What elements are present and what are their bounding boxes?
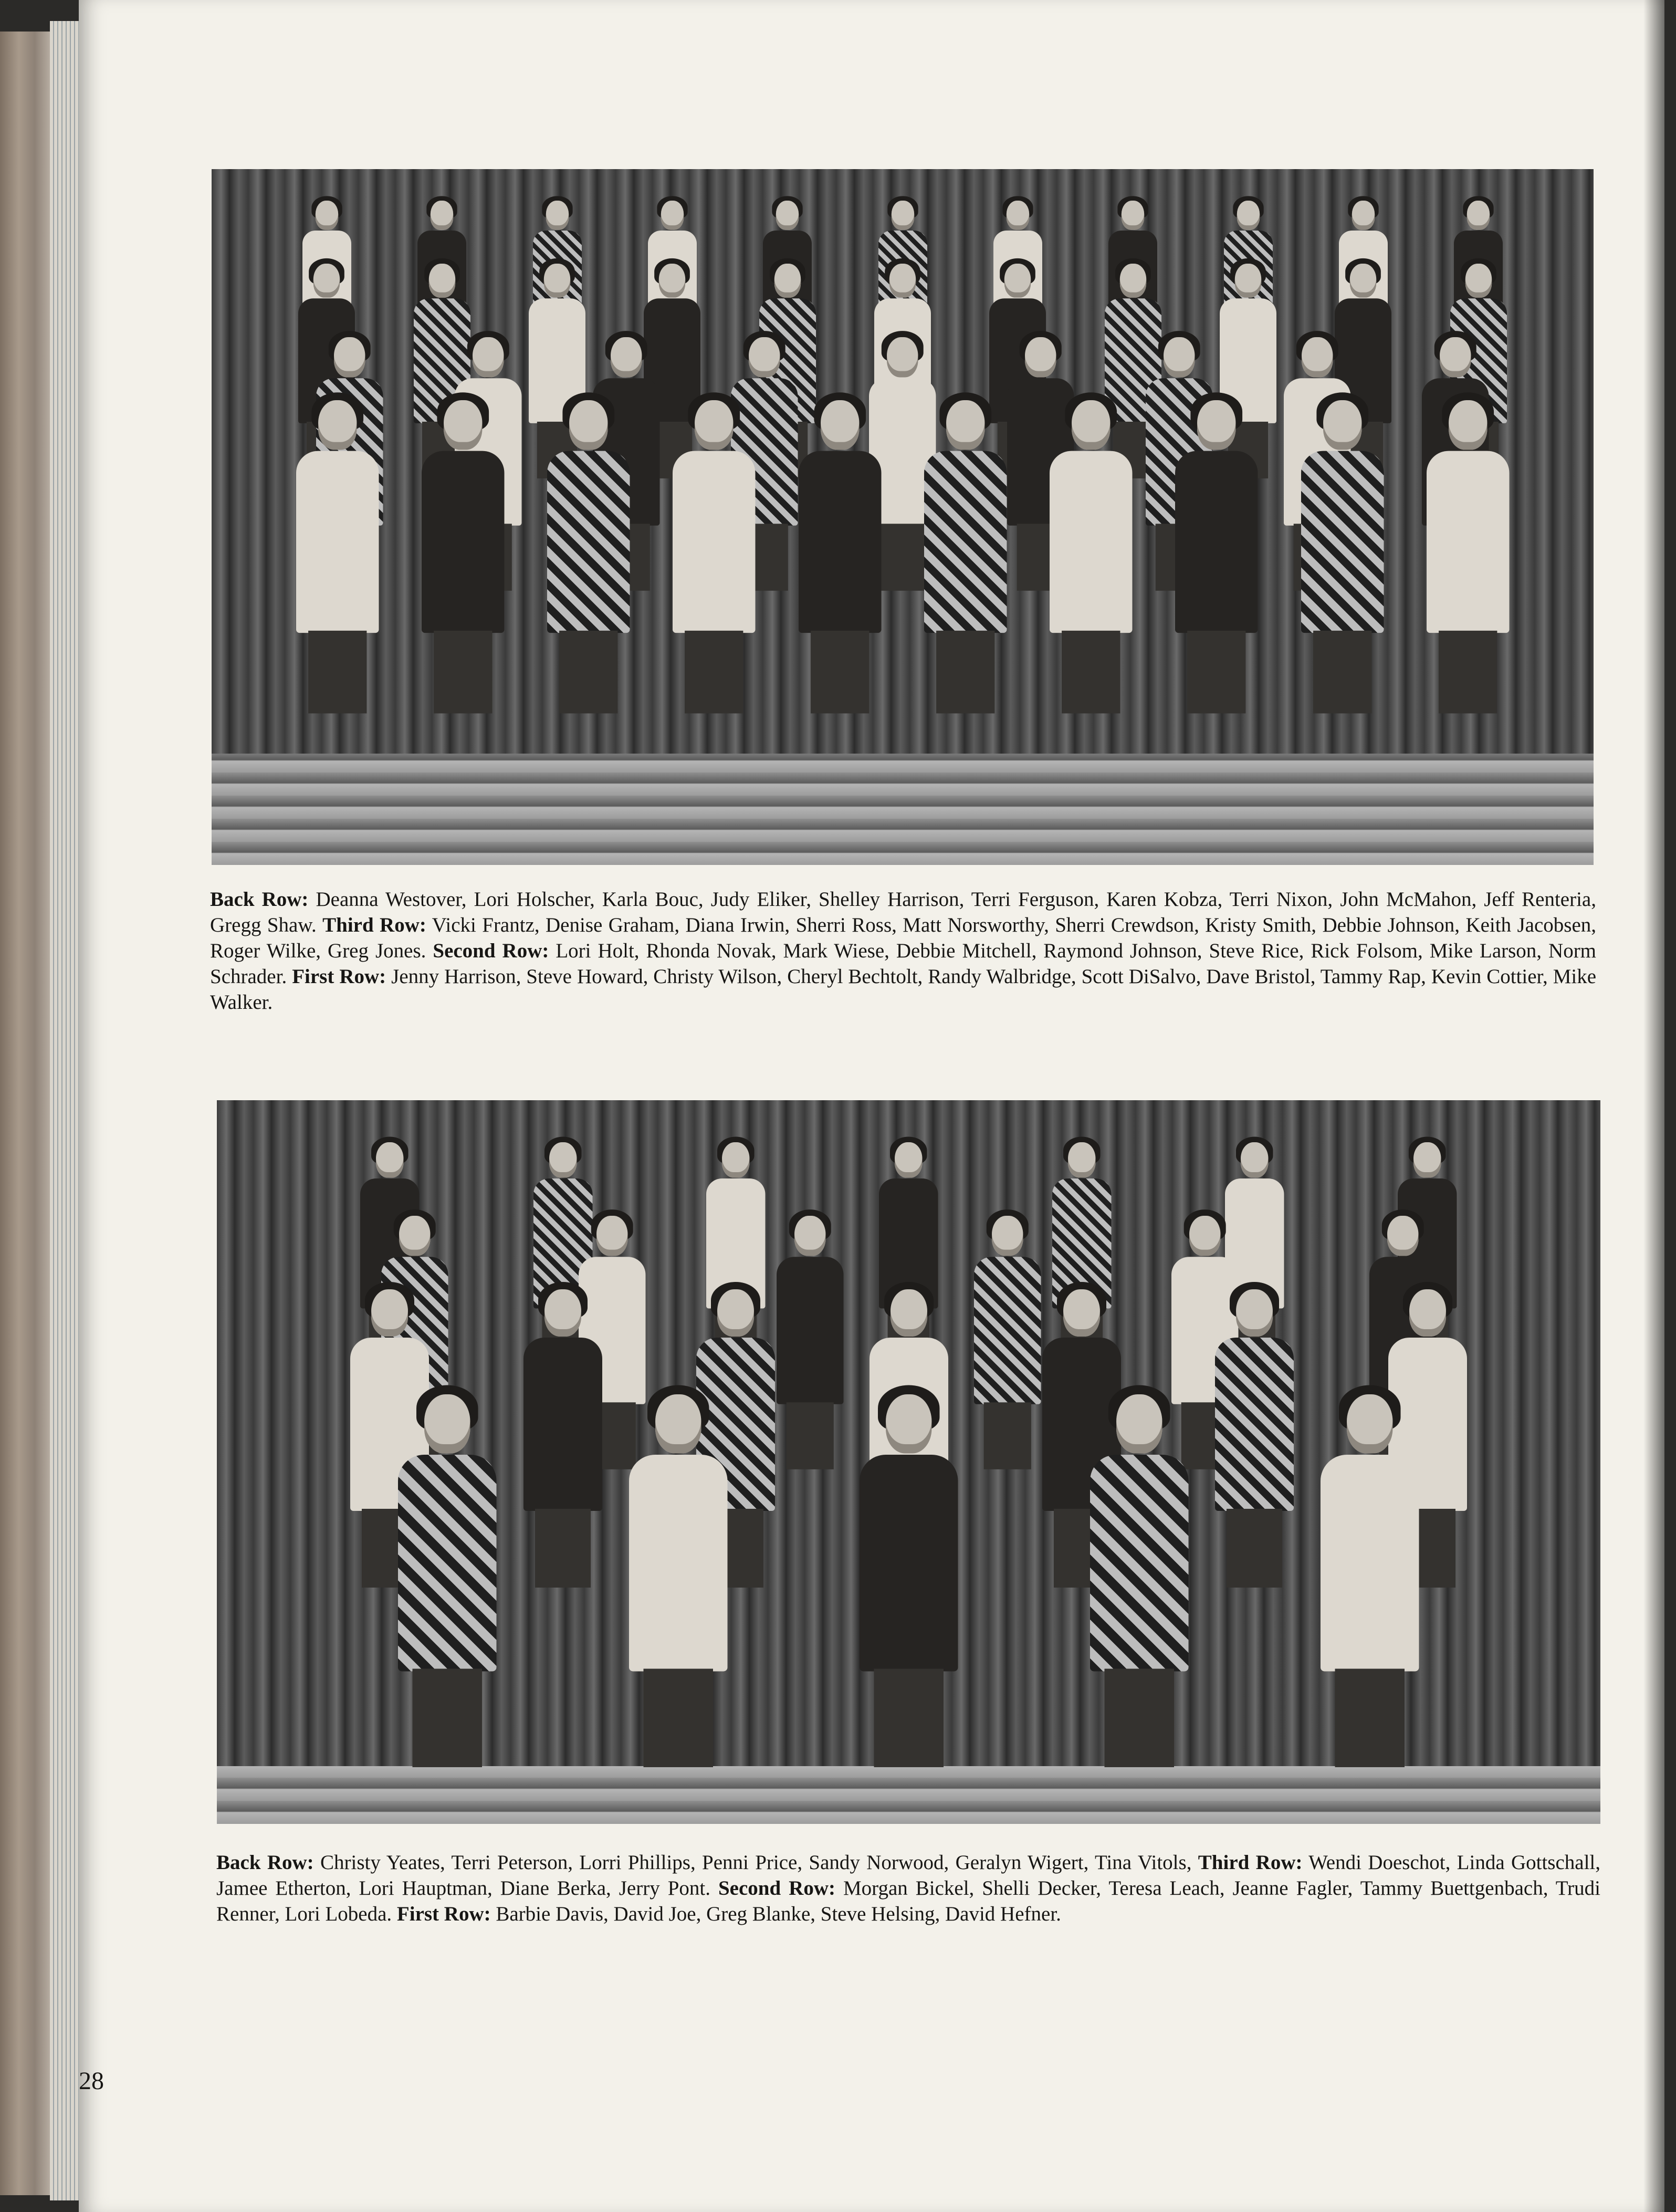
person-figure: [1301, 400, 1384, 709]
caption-1-back-row-names: Deanna Westover, Lori Holscher, Karla Bouc, Judy Eliker, Shelley Harrison, Terri Ferguson, Karen Kobza, Terri Nixon, John McMahon, Jeff Renteria, Gregg Shaw.: [210, 888, 1596, 936]
person-figure: [799, 400, 882, 709]
caption-2-back-row-names: Christy Yeates, Terri Peterson, Lorri Phillips, Penni Price, Sandy Norwood, Geralyn Wigert, Tina Vitols,: [320, 1851, 1192, 1874]
caption-1-second-row-label: Second Row:: [433, 940, 549, 962]
person-figure: [1050, 400, 1133, 709]
photo-2-caption: [216, 1850, 1600, 1927]
bleachers: [212, 754, 1594, 865]
class-photo-2: [217, 1100, 1600, 1824]
caption-1-third-row-names: Vicki Frantz, Denise Graham, Diana Irwin, Sherri Ross, Matt Norsworthy, Sherri Crewdson, Kristy Smith, Debbie Johnson, Keith Jacobsen, Roger Wilke, Greg Jones.: [210, 914, 1597, 962]
person-figure: [422, 400, 505, 709]
person-figure: [673, 400, 756, 709]
person-figure: [777, 1216, 844, 1466]
person-figure: [398, 1394, 497, 1762]
person-figure: [924, 400, 1007, 709]
person-figure: [629, 1394, 728, 1762]
person-figure: [1090, 1394, 1189, 1762]
caption-2-third-row-names: Wendi Doeschot, Linda Gottschall, Jamee Etherton, Lori Hauptman, Diane Berka, Jerry Pont.: [216, 1851, 1601, 1900]
class-photo-1: [212, 169, 1594, 865]
caption-1-second-row-names: Lori Holt, Rhonda Novak, Mark Wiese, Debbie Mitchell, Raymond Johnson, Steve Rice, Rick Folsom, Mike Larson, Norm Schrader.: [210, 940, 1597, 988]
person-figure: [860, 1394, 958, 1762]
caption-2-second-row-label: Second Row:: [718, 1877, 835, 1900]
caption-1-first-row-names: Jenny Harrison, Steve Howard, Christy Wilson, Cheryl Bechtolt, Randy Walbridge, Scott DiSalvo, Dave Bristol, Tammy Rap, Kevin Cottier, Mike Walker.: [210, 965, 1597, 1014]
stage-floor: [217, 1766, 1600, 1824]
person-figure: [1175, 400, 1258, 709]
caption-2-first-row-names: Barbie Davis, David Joe, Greg Blanke, Steve Helsing, David Hefner.: [496, 1903, 1061, 1925]
caption-2-second-row-names: Morgan Bickel, Shelli Decker, Teresa Leach, Jeanne Fagler, Tammy Buettgenbach, Trudi Renner, Lori Lobeda.: [216, 1877, 1601, 1925]
person-figure: [974, 1216, 1041, 1466]
caption-1-first-row-label: First Row:: [292, 965, 386, 988]
person-figure: [547, 400, 630, 709]
person-figure: [1427, 400, 1510, 709]
person-figure: [1215, 1289, 1294, 1583]
person-figure: [523, 1289, 602, 1583]
person-figure: [1321, 1394, 1419, 1762]
person-figure: [296, 400, 379, 709]
photo-1-caption: [210, 886, 1596, 1015]
caption-1-back-row-label: Back Row:: [210, 888, 309, 911]
caption-2-third-row-label: Third Row:: [1198, 1851, 1303, 1874]
caption-2-back-row-label: Back Row:: [216, 1851, 314, 1874]
caption-1-third-row-label: Third Row:: [322, 914, 426, 936]
caption-2-first-row-label: First Row:: [396, 1903, 491, 1925]
page-number: 28: [79, 2067, 104, 2095]
page-shadow: [1643, 0, 1664, 2212]
